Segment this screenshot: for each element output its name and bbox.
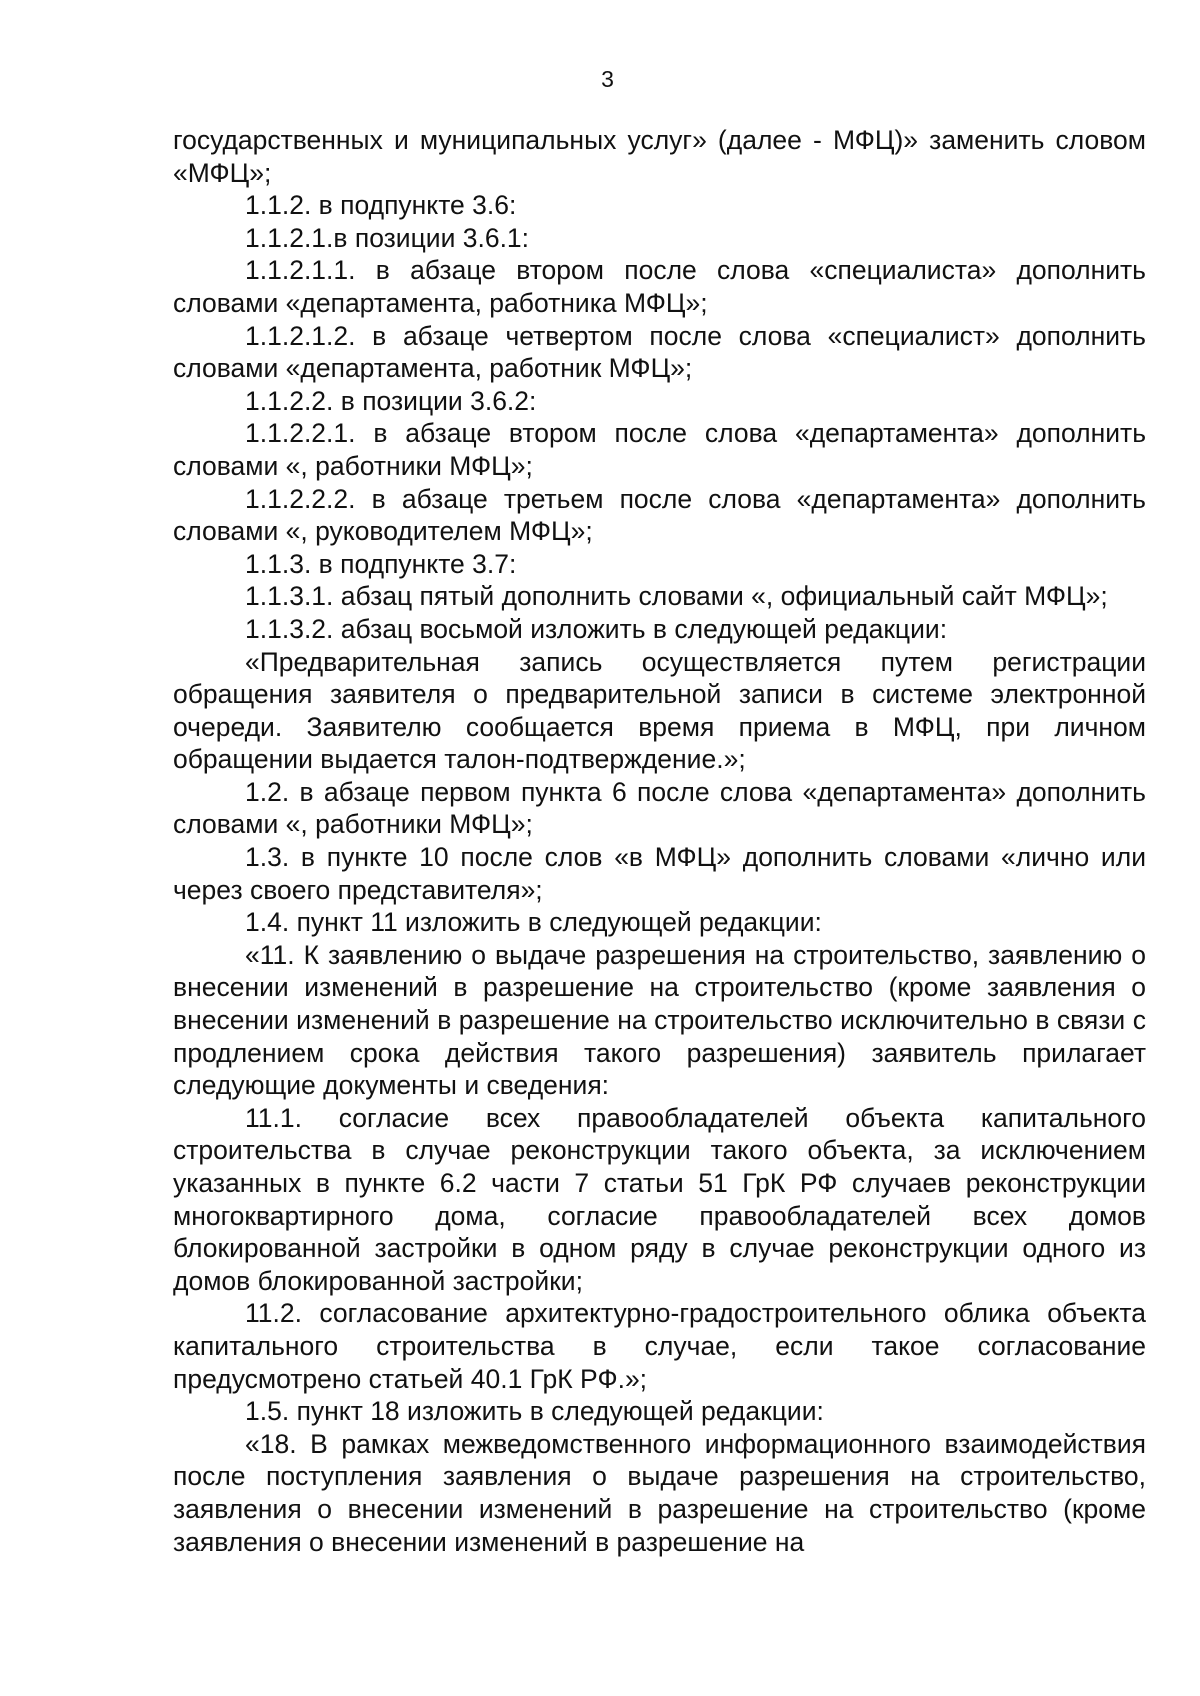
paragraph-10: 1.1.3.1. абзац пятый дополнить словами «, официальный сайт МФЦ»; [245,581,1108,612]
paragraph-1: государственных и муниципальных услуг» (далее - МФЦ)» заменить словом «МФЦ»; [173,125,1146,188]
paragraph-13: 1.2. в абзаце первом пункта 6 после слова «департамента» дополнить словами «, работники МФЦ»; [173,776,1146,840]
paragraph-6: 1.1.2.2. в позиции 3.6.2: [245,385,537,416]
paragraph-14: 1.3. в пункте 10 после слов «в МФЦ» дополнить словами «лично или через своего представителя»; [173,842,1146,905]
paragraph-20: «18. В рамках межведомственного информационного взаимодействия после поступления заявления о выдаче разрешения на строительство, заявления о внесении изменений в разрешение на строительство (кроме заявления о внесении изменений в разрешение на [173,1428,1146,1557]
paragraph-5: 1.1.2.1.2. в абзаце четвертом после слова «специалист» дополнить словами «департамента, работник МФЦ»; [173,320,1146,384]
paragraph-18: 11.2. согласование архитектурно-градостроительного облика объекта капитального строительства в случае, если такое согласование предусмотрено статьей 40.1 ГрК РФ.»; [173,1298,1146,1394]
page-number: 3 [601,66,614,92]
paragraph-7: 1.1.2.2.1. в абзаце втором после слова «департамента» дополнить словами «, работники МФЦ»; [173,418,1146,481]
paragraph-3: 1.1.2.1.в позиции 3.6.1: [245,222,530,253]
paragraph-9: 1.1.3. в подпункте 3.7: [245,548,517,579]
document-body [173,124,1146,1558]
paragraph-17: 11.1. согласие всех правообладателей объекта капитального строительства в случае реконструкции такого объекта, за исключением указанных в пункте 6.2 части 7 статьи 51 ГрК РФ случаев реконструкции многоквартирного дома, согласие правообладателей всех домов блокированной застройки в одном ряду в случае реконструкции одного из домов блокированной застройки; [173,1102,1146,1296]
paragraph-4: 1.1.2.1.1. в абзаце втором после слова «специалиста» дополнить словами «департамента, работника МФЦ»; [173,255,1146,318]
paragraph-11: 1.1.3.2. абзац восьмой изложить в следующей редакции: [245,613,948,644]
paragraph-19: 1.5. пункт 18 изложить в следующей редакции: [245,1396,824,1427]
paragraph-16: «11. К заявлению о выдаче разрешения на строительство, заявлению о внесении изменений в разрешение на строительство (кроме заявления о внесении изменений в разрешение на строительство исключительно в связи с продлением срока действия такого разрешения) заявитель прилагает следующие документы и сведения: [173,939,1146,1101]
paragraph-2: 1.1.2. в подпункте 3.6: [245,190,517,221]
paragraph-8: 1.1.2.2.2. в абзаце третьем после слова «департамента» дополнить словами «, руководителем МФЦ»; [173,483,1146,547]
paragraph-12: «Предварительная запись осуществляется путем регистрации обращения заявителя о предварительной записи в системе электронной очереди. Заявителю сообщается время приема в МФЦ, при личном обращении выдается талон-подтверждение.»; [173,646,1146,775]
paragraph-15: 1.4. пункт 11 изложить в следующей редакции: [245,907,822,938]
